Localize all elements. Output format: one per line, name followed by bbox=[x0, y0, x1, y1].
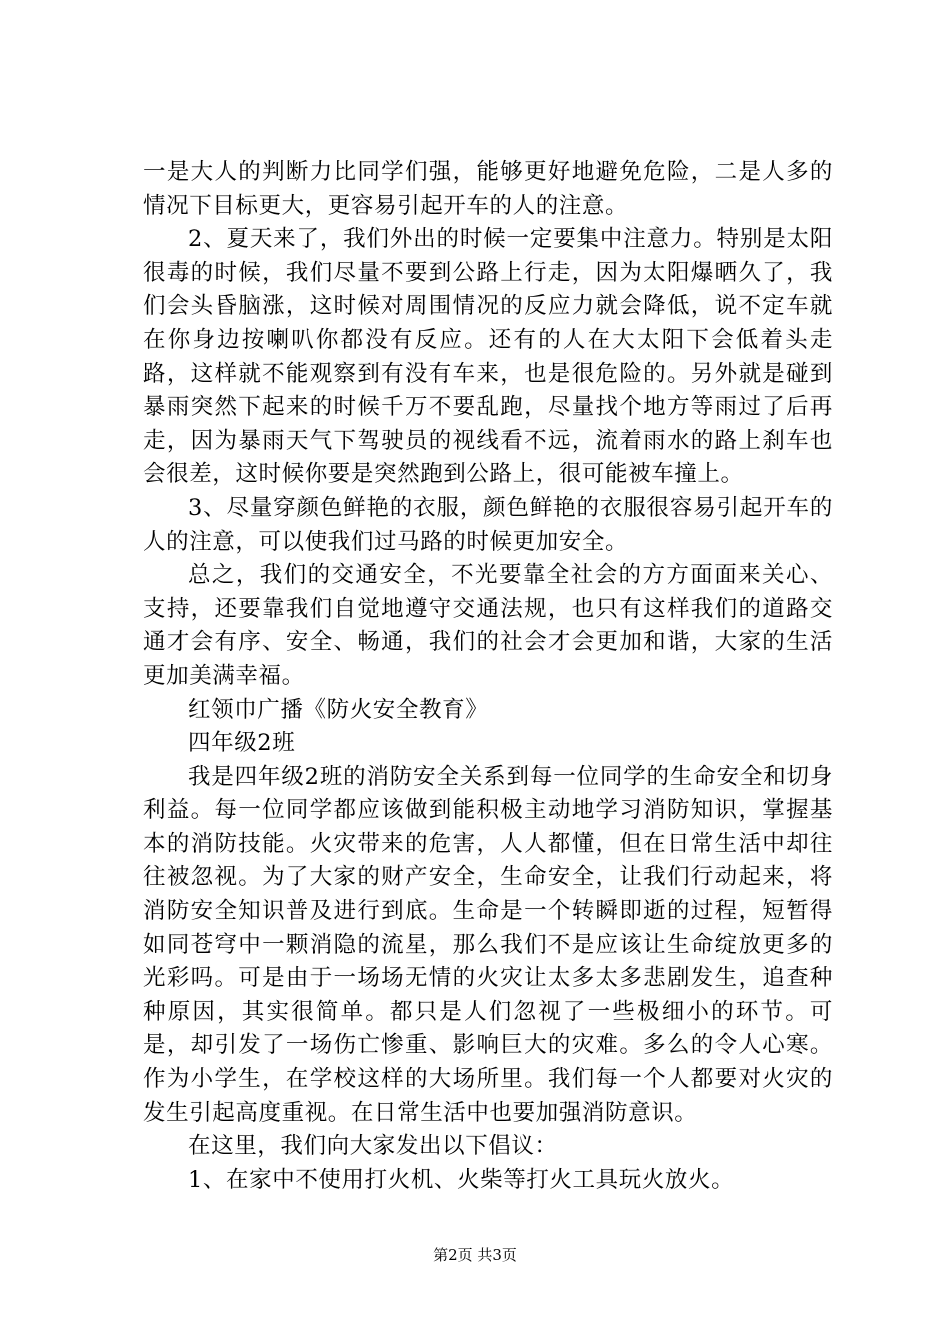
paragraph-5: 我是四年级2班的消防安全关系到每一位同学的生命安全和切身利益。每一位同学都应该做到能积极主动地学习消防知识，掌握基本的消防技能。火灾带来的危害，人人都懂，但在日常生活中却往往被忽视。为了大家的财产安全，生命安全，让我们行动起来，将消防安全知识普及进行到底。生命是一个转瞬即逝的过程，短暂得如同苍穹中一颗消隐的流星，那么我们不是应该让生命绽放更多的光彩吗。可是由于一场场无情的火灾让太多太多悲剧发生，追查种种原因，其实很简单。都只是人们忽视了一些极细小的环节。可是，却引发了一场伤亡惨重、影响巨大的灾难。多么的令人心寒。作为小学生，在学校这样的大场所里。我们每一个人都要对火灾的发生引起高度重视。在日常生活中也要加强消防意识。 bbox=[143, 763, 833, 1126]
document-body bbox=[143, 156, 833, 1197]
paragraph-3: 3、尽量穿颜色鲜艳的衣服，颜色鲜艳的衣服很容易引起开车的人的注意，可以使我们过马路的时候更加安全。 bbox=[143, 494, 833, 555]
broadcast-title: 红领巾广播《防火安全教育》 bbox=[188, 696, 489, 723]
class-label: 四年级2班 bbox=[188, 730, 296, 757]
page-footer: 第2页 共3页 bbox=[433, 1246, 517, 1264]
paragraph-1: 一是大人的判断力比同学们强，能够更好地避免危险，二是人多的情况下目标更大，更容易引起开车的人的注意。 bbox=[143, 159, 833, 219]
paragraph-6: 在这里，我们向大家发出以下倡议： bbox=[188, 1133, 558, 1160]
paragraph-7: 1、在家中不使用打火机、火柴等打火工具玩火放火。 bbox=[188, 1166, 735, 1193]
paragraph-2: 2、夏天来了，我们外出的时候一定要集中注意力。特别是太阳很毒的时候，我们尽量不要到公路上行走，因为太阳爆晒久了，我们会头昏脑涨，这时候对周围情况的反应力就会降低，说不定车就在你身边按喇叭你都没有反应。还有的人在大太阳下会低着头走路，这样就不能观察到有没有车来，也是很危险的。另外就是碰到暴雨突然下起来的时候千万不要乱跑，尽量找个地方等雨过了后再走，因为暴雨天气下驾驶员的视线看不远，流着雨水的路上刹车也会很差，这时候你要是突然跑到公路上，很可能被车撞上。 bbox=[143, 226, 833, 488]
paragraph-4: 总之，我们的交通安全，不光要靠全社会的方方面面来关心、支持，还要靠我们自觉地遵守交通法规，也只有这样我们的道路交通才会有序、安全、畅通，我们的社会才会更加和谐，大家的生活更加美满幸福。 bbox=[143, 562, 833, 689]
